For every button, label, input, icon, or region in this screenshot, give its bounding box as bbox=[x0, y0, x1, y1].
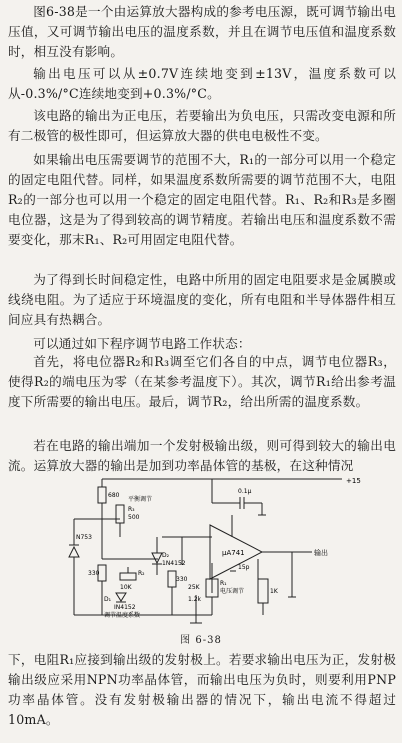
label-supply: +15 bbox=[346, 477, 361, 485]
figure-caption: 图 6-38 bbox=[180, 635, 222, 646]
label-r3: R₃ bbox=[128, 506, 135, 513]
label-r2: R₂ bbox=[138, 570, 145, 577]
label-d2-part: 1N4152 bbox=[162, 560, 186, 567]
label-d2: D₂ bbox=[162, 552, 170, 559]
circuit-diagram bbox=[62, 475, 361, 625]
paragraph-range: 输出电压可以从±0.7V连续地变到±13V，温度系数可以从-0.3%/°C连续地变到+0.3%/°C。 bbox=[8, 66, 396, 101]
label-zero-adj: 平衡调节 bbox=[128, 496, 153, 503]
label-output: 输出 bbox=[314, 549, 328, 557]
label-r330a: 330 bbox=[88, 570, 100, 577]
paragraph-emitter-output: 若在电路的输出端加一个发射极输出级，则可得到较大的输出电流。运算放大器的输出是加到功率晶体管的基极，在这种情况 bbox=[8, 438, 396, 473]
label-v-adj: 电压调节 bbox=[220, 588, 245, 595]
label-opamp: μA741 bbox=[222, 549, 245, 557]
label-cap-small: 15p bbox=[238, 564, 250, 571]
label-r-top: 680 bbox=[108, 492, 120, 499]
label-cap: 0.1μ bbox=[238, 488, 252, 495]
paragraph-polarity: 该电路的输出为正电压，若要输出为负电压，只需改变电源和所有二极管的极性即可，但运算放大器的供电电极性不变。 bbox=[8, 108, 396, 143]
label-r1k: 1K bbox=[270, 588, 278, 595]
label-d1: D₁ bbox=[104, 596, 112, 603]
paragraph-adjustment-range: 如果输出电压需要调节的范围不大，R₁的一部分可以用一个稳定的固定电阻代替。同样，如果温度系数所需要的调节范围不大，电阻R₂的一部分也可以用一个稳定的固定电阻代替。R₁、R₂和R₃是多圈电位器，这是为了得到较高的调节精度。若输出电压和温度系数不需要变化，那末R₁、R₂可用固定电阻代替。 bbox=[8, 152, 396, 247]
paragraph-intro: 图6-38是一个由运算放大器构成的参考电压源，既可调节输出电压值，又可调节输出电压的温度系数，并且在调节电压值和温度系数时，相互没有影响。 bbox=[8, 4, 396, 59]
label-r500: 500 bbox=[128, 514, 140, 521]
label-d1-part: IN4152 bbox=[114, 604, 136, 611]
label-zener: N753 bbox=[76, 534, 92, 541]
paragraph-procedure-intro: 可以通过如下程序调节电路工作状态： bbox=[33, 336, 251, 351]
paragraph-stability: 为了得到长时间稳定性，电路中所用的固定电阻要求是金属膜或线绕电阻。为了适应于环境温度的变化，所有电阻和半导体器件相互间应具有热耦合。 bbox=[8, 272, 396, 327]
label-r330b: 330 bbox=[176, 576, 188, 583]
label-r1: R₁ bbox=[220, 580, 227, 587]
paragraph-continuation: 下，电阻R₁应接到输出级的发射极上。若要求输出电压为正，发射极输出级应采用NPN功率晶体管，而输出电压为负时，则要利用PNP功率晶体管。没有发射极输出器的情况下，输出电流不得超过10mA。 bbox=[8, 652, 396, 727]
label-r12k: 1.2k bbox=[188, 596, 202, 603]
label-tc-adj: 调节温度系数 bbox=[104, 612, 141, 619]
label-r10k: 10K bbox=[120, 584, 132, 591]
paragraph-procedure: 首先，将电位器R₂和R₃调至它们各自的中点，调节电位器R₃，使得R₂的端电压为零（在某参考温度下）。其次，调节R₁给出参考温度下所需要的输出电压。最后，调节R₂，给出所需的温度系数。 bbox=[8, 354, 396, 409]
label-r25k: 25K bbox=[188, 584, 200, 591]
